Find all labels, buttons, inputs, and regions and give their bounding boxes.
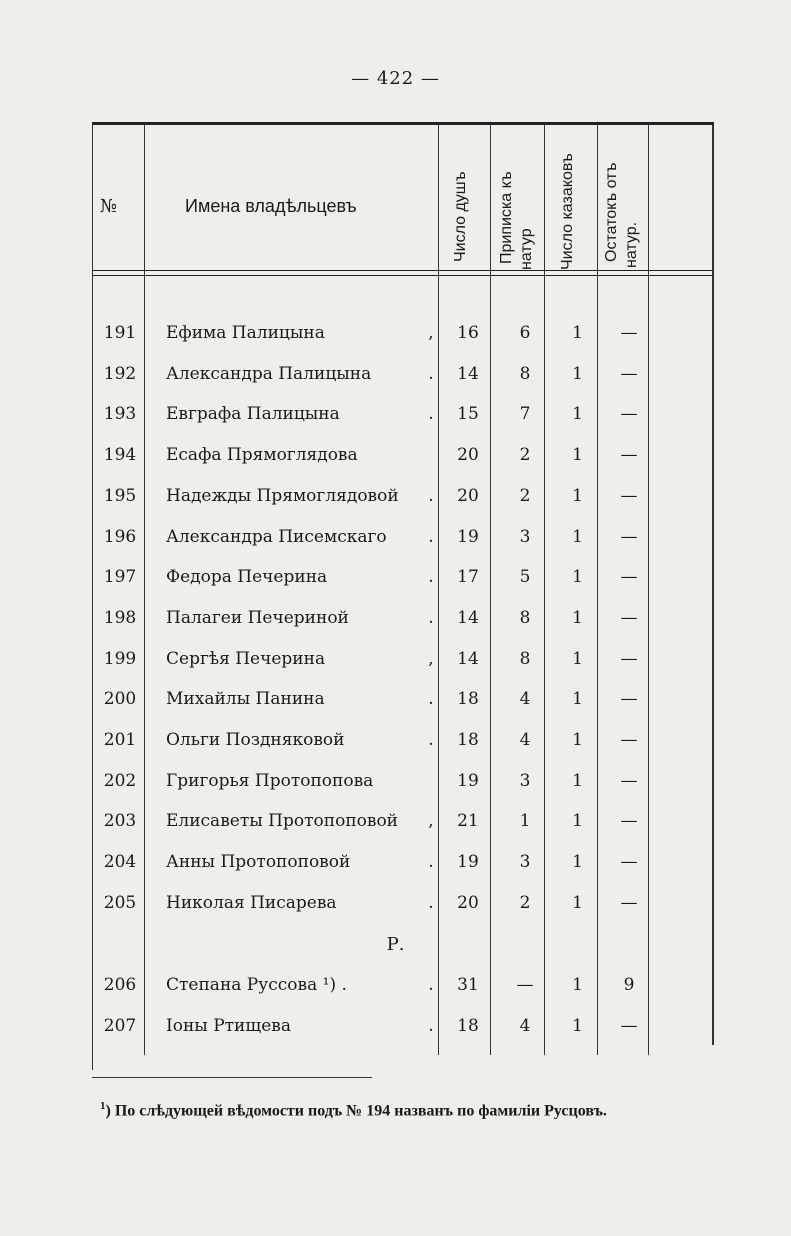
owner-name: Елисаветы Протопоповой [166,811,399,832]
header-pripiska-2: натур [518,228,535,270]
footnote-rule [92,1077,372,1078]
row-number: 206 [103,975,137,995]
souls-count: 19 [457,852,479,873]
row-number: 194 [103,445,137,466]
ostatok-value: — [620,404,638,425]
header-bottom-rule [92,270,714,271]
row-number: 207 [103,1015,137,1036]
owner-name: Григорья Протопопова [166,770,374,791]
ostatok-value: — [620,526,638,547]
section-letter: Р. [386,934,405,955]
souls-count: 19 [457,526,479,547]
table-row [0,445,791,485]
souls-count: 14 [457,363,479,384]
row-punctuation: . [428,567,434,588]
footnote-text: ) По слѣдующей вѣдомости подъ № 194 названъ по фамиліи Русцовъ. [105,1102,607,1120]
header-ostatok-1: Остатокъ отъ [603,162,620,262]
row-number: 203 [103,811,137,832]
row-punctuation: , [428,648,434,669]
souls-count: 18 [457,730,479,750]
ostatok-value: — [620,607,638,628]
table-row [0,1016,791,1056]
kazaki-count: 1 [572,689,583,710]
row-number: 204 [103,852,137,873]
owner-name: Ольги Поздняковой [166,730,345,750]
header-kazaki: Число казаковъ [559,153,576,270]
souls-count: 14 [457,648,479,669]
table-row [0,893,791,933]
row-punctuation: . [428,607,434,628]
owner-name: Николая Писарева [166,892,337,913]
header-owners: Имена владѣльцевъ [185,196,357,216]
owner-name: Есафа Прямоглядова [166,445,358,466]
souls-count: 18 [457,689,479,710]
pripiska-value: 5 [519,567,531,588]
kazaki-count: 1 [572,852,583,873]
row-number: 191 [103,323,137,343]
pripiska-value: 8 [519,607,531,628]
table-row [0,486,791,526]
kazaki-count: 1 [572,892,583,913]
owner-name: Ефима Палицына [166,323,325,343]
table-row [0,608,791,648]
souls-count: 17 [457,567,479,588]
row-number: 200 [103,689,137,710]
owner-name: Палагеи Печериной [166,607,349,628]
pripiska-value: 3 [519,770,531,791]
souls-count: 14 [457,607,479,628]
row-punctuation: . [428,404,434,425]
row-number: 205 [103,892,137,913]
table-row [0,567,791,607]
row-number: 198 [103,607,137,628]
footnote [100,1093,720,1124]
ostatok-value: — [620,852,638,873]
header-number: № [100,196,118,217]
row-number: 201 [103,730,137,750]
owner-name: Евграфа Палицына [166,404,340,425]
row-punctuation: . [428,852,434,873]
row-punctuation: . [428,1015,434,1036]
kazaki-count: 1 [572,648,583,669]
owner-name: Федора Печерина [166,567,328,588]
owner-name: Іоны Ртищева [166,1015,291,1036]
kazaki-count: 1 [572,567,583,588]
pripiska-value: 4 [519,730,531,750]
header-bottom-rule-2 [92,275,714,276]
row-punctuation: , [428,323,434,343]
owner-name: Надежды Прямоглядовой [166,485,399,506]
owner-name: Михайлы Панина [166,689,325,710]
pripiska-value: 4 [519,689,531,710]
ostatok-value: — [620,689,638,710]
owner-name: Анны Протопоповой [166,852,351,873]
kazaki-count: 1 [572,404,583,425]
souls-count: 31 [457,975,479,995]
pripiska-value: 8 [519,363,531,384]
row-number: 199 [103,648,137,669]
owner-name: Степана Руссова ¹) . [166,975,347,995]
souls-count: 20 [457,445,479,466]
row-number: 202 [103,770,137,791]
row-number: 196 [103,526,137,547]
ostatok-value: — [620,648,638,669]
kazaki-count: 1 [572,323,583,343]
kazaki-count: 1 [572,526,583,547]
row-number: 195 [103,485,137,506]
kazaki-count: 1 [572,1015,583,1036]
footnote-marker: 1 [100,1100,106,1112]
kazaki-count: 1 [572,975,583,995]
ostatok-value: — [620,811,638,832]
table-row [0,323,791,363]
row-number: 197 [103,567,137,588]
table-row [0,364,791,404]
souls-count: 21 [457,811,479,832]
row-punctuation: , [428,811,434,832]
table-row [0,771,791,811]
pripiska-value: — [516,975,534,995]
souls-count: 20 [457,485,479,506]
souls-count: 19 [457,770,479,791]
souls-count: 15 [457,404,479,425]
pripiska-value: 4 [519,1015,531,1036]
ostatok-value: — [620,770,638,791]
owner-name: Сергѣя Печерина [166,648,326,669]
ostatok-value: — [620,363,638,384]
row-punctuation: . [428,730,434,750]
kazaki-count: 1 [572,730,583,750]
header-ostatok-2: натур. [623,221,640,268]
souls-count: 18 [457,1015,479,1036]
ostatok-value: — [620,892,638,913]
table-row [0,811,791,851]
ostatok-value: — [620,567,638,588]
header-pripiska-1: Приписка къ [498,171,515,264]
ostatok-value: — [620,485,638,506]
kazaki-count: 1 [572,607,583,628]
pripiska-value: 3 [519,852,531,873]
owner-name: Александра Палицына [166,363,372,384]
kazaki-count: 1 [572,770,583,791]
ostatok-value: — [620,730,638,750]
souls-count: 20 [457,892,479,913]
kazaki-count: 1 [572,811,583,832]
table-row [0,404,791,444]
pripiska-value: 8 [519,648,531,669]
owner-name: Александра Писемскаго [166,526,387,547]
ostatok-value: — [620,1015,638,1036]
table-row [0,852,791,892]
kazaki-count: 1 [572,363,583,384]
row-punctuation: . [428,689,434,710]
kazaki-count: 1 [572,445,583,466]
souls-count: 16 [457,323,479,343]
table-row [0,649,791,689]
row-number: 193 [103,404,137,425]
table-top-rule [92,122,714,125]
pripiska-value: 3 [519,526,531,547]
table-row [0,730,791,770]
row-punctuation: . [428,892,434,913]
pripiska-value: 7 [519,404,531,425]
pripiska-value: 1 [519,811,531,832]
pripiska-value: 2 [519,892,531,913]
pripiska-value: 2 [519,485,531,506]
row-punctuation: . [428,363,434,384]
pripiska-value: 2 [519,445,531,466]
table-row [0,689,791,729]
table-row [0,975,791,1015]
pripiska-value: 6 [519,323,531,343]
row-punctuation: . [428,526,434,547]
ostatok-value: — [620,445,638,466]
row-number: 192 [103,363,137,384]
row-punctuation: . [428,485,434,506]
table-row [0,527,791,567]
row-punctuation: . [428,975,434,995]
page-number: — 422 — [351,68,440,89]
ostatok-value: 9 [623,975,635,995]
ostatok-value: — [620,323,638,343]
header-souls: Число душъ [452,171,469,262]
kazaki-count: 1 [572,485,583,506]
